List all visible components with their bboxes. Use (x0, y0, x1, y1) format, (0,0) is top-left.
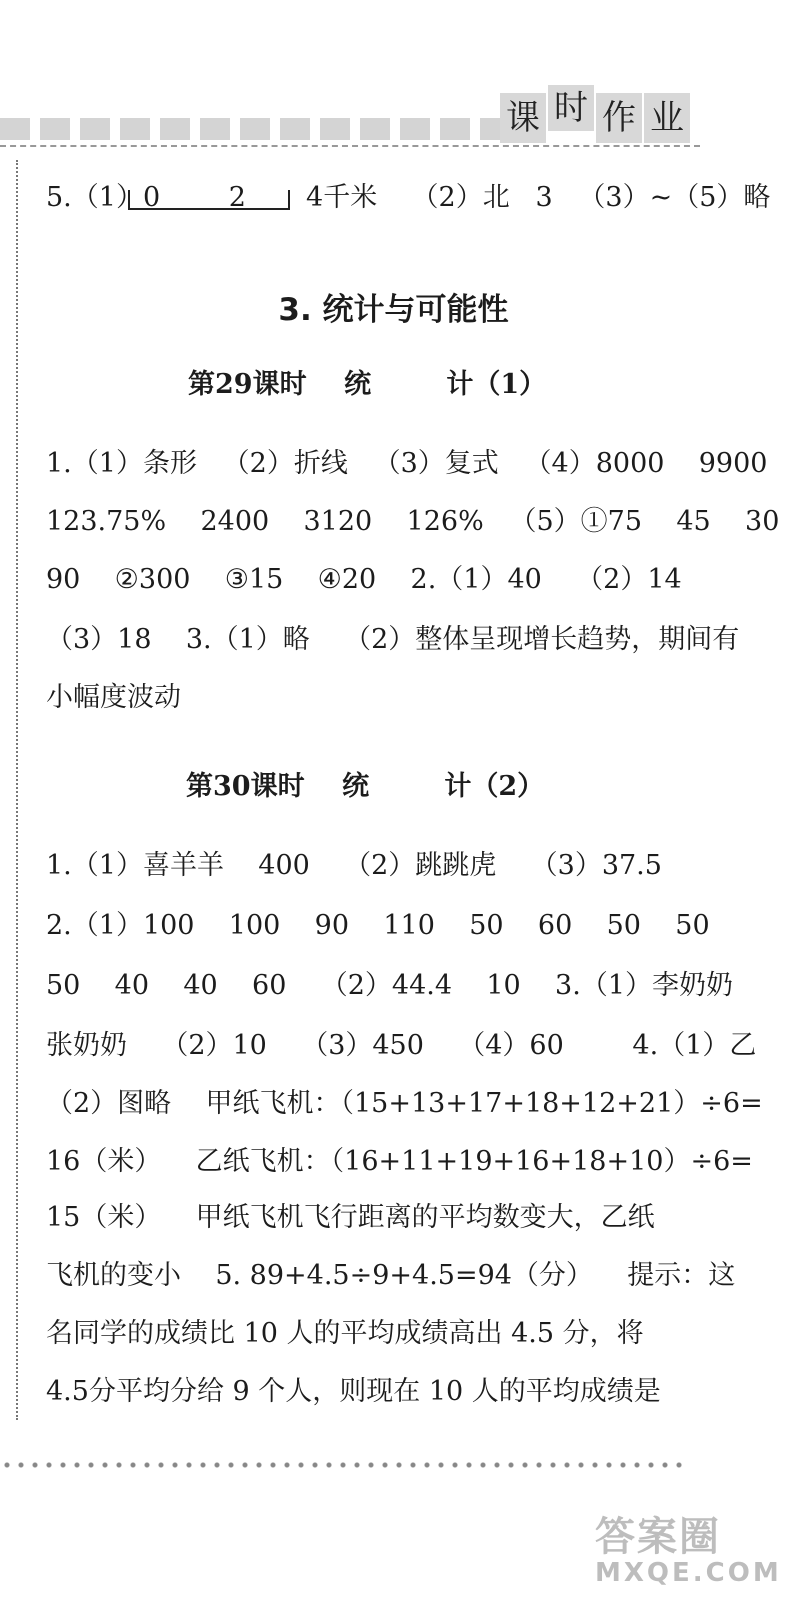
header-char: 时 (548, 85, 594, 131)
answer-line: 张奶奶 （2）10 （3）450 （4）60 4.（1）乙 (46, 1030, 757, 1061)
answer-line: （3）18 3.（1）略 （2）整体呈现增长趋势，期间有 (46, 624, 740, 655)
answer-line-top: 5.（1）0 2 4千米 （2）北 3 （3）~（5）略 (46, 182, 771, 213)
section-title: 3. 统计与可能性 (278, 292, 509, 328)
header-char: 课 (500, 93, 546, 143)
answer-line: 飞机的变小 5. 89+4.5÷9+4.5=94（分） 提示：这 (46, 1260, 736, 1291)
answer-line: 2.（1）100 100 90 110 50 60 50 50 (46, 910, 710, 941)
lesson-title: 第29课时 统 计（1） (188, 369, 547, 400)
answer-line: 1.（1）条形 （2）折线 （3）复式 （4）8000 9900 (46, 448, 768, 479)
watermark (595, 1505, 782, 1588)
header-band (0, 118, 500, 140)
answer-line: 名同学的成绩比 10 人的平均成绩高出 4.5 分，将 (46, 1318, 644, 1349)
answer-line: 90 ②300 ③15 ④20 2.（1）40 （2）14 (46, 564, 682, 595)
answer-line: 16（米） 乙纸飞机：（16+11+19+16+18+10）÷6= (46, 1146, 753, 1177)
lesson-title: 第30课时 统 计（2） (186, 771, 545, 802)
header-char: 业 (644, 93, 690, 143)
answer-line: 小幅度波动 (46, 682, 181, 713)
answer-line: 50 40 40 60 （2）44.4 10 3.（1）李奶奶 (46, 970, 733, 1001)
margin-line (16, 160, 18, 1420)
answer-line: 123.75% 2400 3120 126% （5）①75 45 30 (46, 506, 780, 537)
answer-line: 1.（1）喜羊羊 400 （2）跳跳虎 （3）37.5 (46, 850, 662, 881)
bottom-dotted-border (0, 1460, 690, 1470)
answer-line: （2）图略 甲纸飞机：（15+13+17+18+12+21）÷6= (46, 1088, 763, 1119)
watermark-text: 答案圈 (595, 1514, 721, 1560)
header-title (500, 85, 690, 143)
answer-line: 4.5分平均分给 9 个人，则现在 10 人的平均成绩是 (46, 1376, 661, 1407)
answer-line: 15（米） 甲纸飞机飞行距离的平均数变大，乙纸 (46, 1202, 655, 1233)
header-char: 作 (596, 93, 642, 143)
watermark-url: MXQE.COM (595, 1558, 782, 1588)
distance-scale-bar (128, 190, 290, 210)
header-divider (0, 145, 700, 147)
